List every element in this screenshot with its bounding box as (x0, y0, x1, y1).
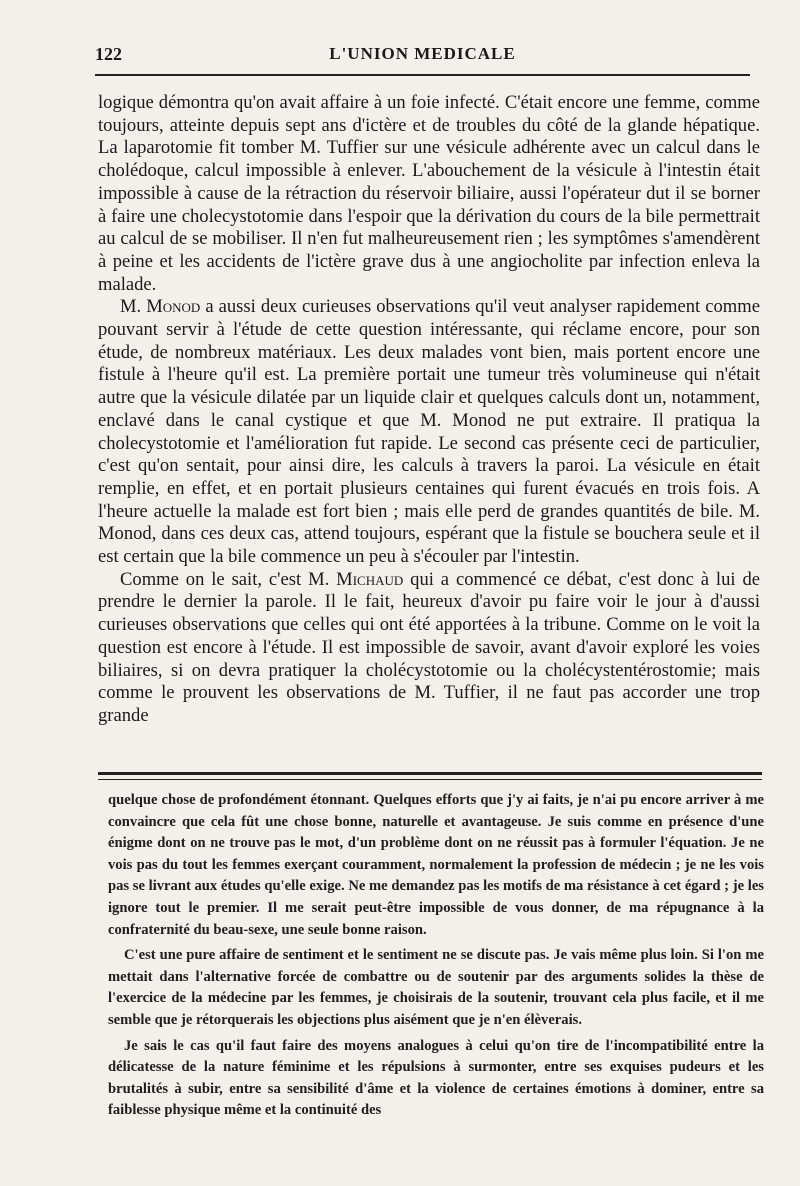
feuilleton-paragraph-3: Je sais le cas qu'il faut faire des moyens analogues à celui qu'on tire de l'incompatibilité entre la délicatesse de la nature féminime et les répulsions à surmonter, entre ses exquises pudeurs et les brutalités à subir, entre sa sensibilité d'âme et la violence de certaines émotions à dominer, entre sa faiblesse physique même et la continuité des (108, 1037, 764, 1119)
header-rule (95, 74, 750, 76)
article-paragraph-2 (98, 296, 760, 568)
author-name-monod: Monod (146, 296, 201, 318)
paragraph-2-body: a aussi deux curieuses observations qu'il veut analyser rapidement comme pouvant servir à l'étude de cette question intéressante, qui réclame encore, pour son étude, de nombreux matériaux. Les deux malades vont bien, mais portent encore une fistule à l'heure qu'il est. La première portait une tumeur très volumineuse qui n'était autre que la vésicule dilatée par un liquide clair et quelques calculs dont un, notamment, enclavé dans le canal cystique et que M. Monod ne put extraire. Il pratiqua la cholecystotomie et l'amélioration fut rapide. Le second cas présente ceci de particulier, c'est qu'on sentait, pour ainsi dire, les calculs à travers la paroi. La vésicule en était remplie, en effet, et en portait plusieurs centaines qui furent évacués en trois fois. A l'heure actuelle la malade est fort bien ; mais elle perd de grandes quantités de bile. M. Monod, dans ces deux cas, attend toujours, espérant que la fistule se bouchera seule et il est certain que la bile commence un peu à s'écouler par l'intestin. (98, 296, 760, 568)
feuilleton-paragraph-2: C'est une pure affaire de sentiment et le sentiment ne se discute pas. Je vais même plus loin. Si l'on me mettait dans l'alternative forcée de combattre ou de soutenir par des arguments solides la thèse de l'exercice de la médecine par les femmes, je choisirais de la soutenir, trouvant cela plus facile, et il me semble que je rétorquerais les objections plus aisément que je n'en élèverais. (108, 947, 764, 1028)
page-header (95, 40, 750, 70)
feuilleton-separator (98, 772, 762, 780)
author-name-michaud: Michaud (336, 568, 404, 590)
feuilleton-section (108, 790, 764, 1122)
paragraph-3-body: qui a commencé ce débat, c'est donc à lui de prendre le dernier la parole. Il le fait, heureux d'avoir pu faire voir le jour à d'aussi curieuses observations que celles qui ont été apportées à la tribune. Comme on le voit la question est encore à l'étude. Il est impossible de savoir, avant d'avoir exploré les voies biliaires, si on devra pratiquer la cholécystotomie ou la cholécystentérostomie; mais comme le prouvent les observations de M. Tuffier, il ne faut pas accorder une trop grande (98, 568, 760, 726)
feuilleton-paragraph-1: quelque chose de profondément étonnant. Quelques efforts que j'y ai faits, je n'ai pu encore arriver à me convaincre que cela fût une chose bonne, naturelle et avantageuse. Je suis comme en présence d'une énigme dont on ne trouve pas le mot, d'un problème dont on ne réussit pas à formuler l'équation. Je ne vois pas du tout les femmes exerçant couramment, normalement la profession de médecin ; je ne les vois pas se livrant aux études qu'elle exige. Ne me demandez pas les motifs de ma résistance à cet égard ; je les ignore tout le premier. Il me serait peut-être impossible de vous donner, de ma répugnance à la confraternité du beau-sexe, une seule bonne raison. (108, 792, 764, 938)
main-article (98, 92, 760, 728)
paragraph-2-lead: M. (120, 296, 147, 318)
page-number: 122 (95, 44, 122, 64)
journal-title: L'UNION MEDICALE (329, 44, 516, 63)
paragraph-3-lead: Comme on le sait, c'est M. (120, 568, 337, 590)
article-paragraph-3 (98, 569, 760, 728)
article-paragraph-1: logique démontra qu'on avait affaire à un foie infecté. C'était encore une femme, comme toujours, atteinte depuis sept ans d'ictère et de troubles du côté de la glande hépatique. La laparotomie fit tomber M. Tuffier sur une vésicule adhérente avec un calcul dans le cholédoque, calcul impossible à enlever. L'abouchement de la vésicule à l'intestin était impossible à cause de la rétraction du réservoir biliaire, aussi l'opérateur dut il se borner à faire une cholecystotomie dans l'espoir que la dérivation du cours de la bile permettrait au calcul de se mobiliser. Il n'en fut malheureusement rien ; les symptômes s'amendèrent à peine et les accidents de l'ictère grave dus à une angiocholite par infection enleva la malade. (98, 92, 760, 295)
